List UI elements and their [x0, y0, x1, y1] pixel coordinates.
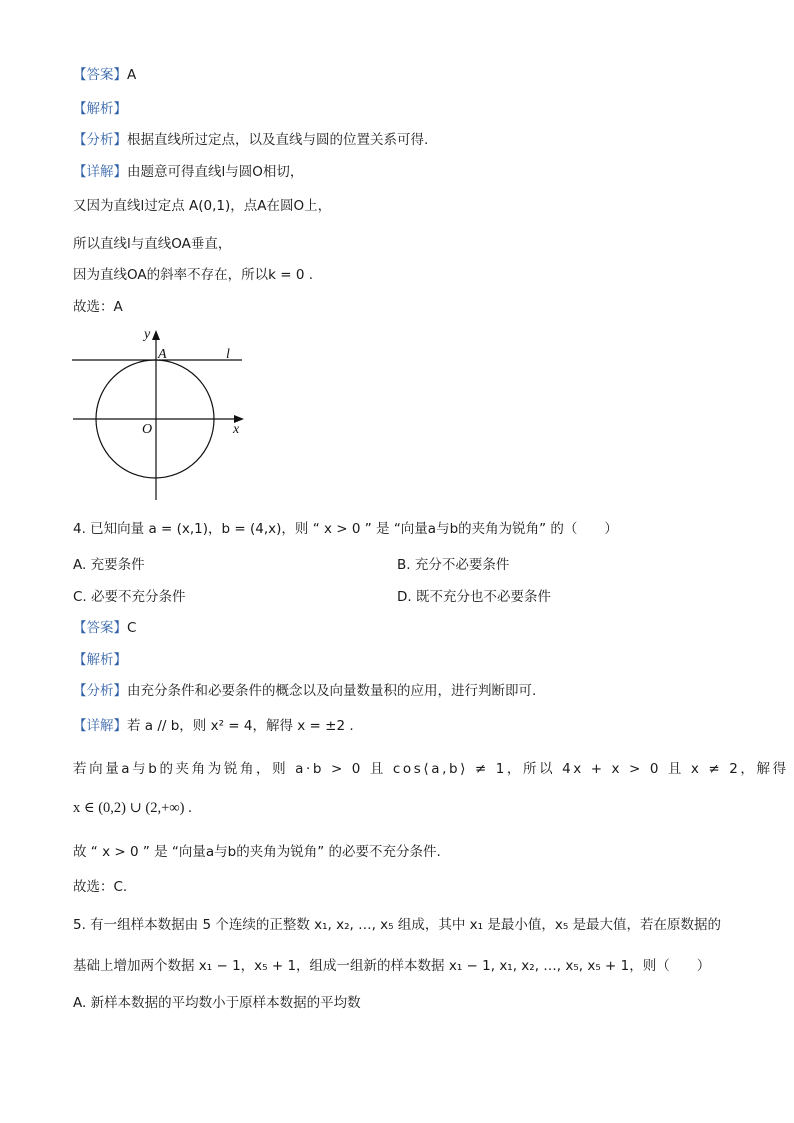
answer-tag: 【答案】 [73, 67, 127, 83]
solution-line: 若向量a与b的夹角为锐角，则 a·b > 0 且 cos⟨a,b⟩ ≠ 1，所以 4x + x > 0 且 x ≠ 2，解得 [73, 761, 789, 777]
choose-line: 故选：A [73, 299, 123, 315]
label-y: y [144, 327, 151, 342]
circle-tangent-figure [70, 322, 250, 504]
solution-line: 又因为直线l过定点 A(0,1)，点A在圆O上， [73, 198, 332, 214]
answer-tag: 【答案】 [73, 620, 127, 636]
label-a: A [158, 347, 167, 362]
y-axis-arrow [152, 330, 160, 340]
label-l: l [226, 347, 230, 362]
answer-value: A [127, 67, 137, 83]
detail-tag: 【详解】 [73, 718, 127, 734]
detail-text: 由题意可得直线l与圆O相切， [127, 164, 304, 180]
detail-tag: 【详解】 [73, 164, 127, 180]
answer-line-q4 [73, 619, 136, 637]
option-c: C. 必要不充分条件 [73, 589, 186, 605]
option-a: A. 新样本数据的平均数小于原样本数据的平均数 [73, 995, 361, 1011]
question-4-stem: 4. 已知向量 a = (x,1)，b = (4,x)，则 “ x > 0 ” 是 “向量a与b的夹角为锐角” 的（ ） [73, 521, 618, 537]
option-b: B. 充分不必要条件 [397, 557, 510, 573]
label-o: O [142, 422, 153, 437]
option-a: A. 充要条件 [73, 557, 145, 573]
fenxi-tag: 【分析】 [73, 683, 127, 699]
detail-line-q4 [73, 717, 354, 735]
analysis-tag: 【解析】 [73, 652, 127, 668]
answer-line-q3 [73, 66, 136, 84]
fenxi-text: 由充分条件和必要条件的概念以及向量数量积的应用，进行判断即可. [127, 683, 537, 699]
solution-line: 故 “ x > 0 ” 是 “向量a与b的夹角为锐角” 的必要不充分条件. [73, 844, 441, 860]
fenxi-tag: 【分析】 [73, 132, 127, 148]
solution-line: 因为直线OA的斜率不存在，所以k = 0 . [73, 267, 314, 283]
option-d: D. 既不充分也不必要条件 [397, 589, 551, 605]
fenxi-text: 根据直线所过定点，以及直线与圆的位置关系可得. [127, 132, 429, 148]
detail-line-q3 [73, 163, 303, 181]
answer-value: C [127, 620, 137, 636]
solution-line: x ∈ (0,2) ∪ (2,+∞) . [73, 800, 192, 816]
choose-line: 故选：C. [73, 879, 128, 895]
detail-text: 若 a // b，则 x² = 4，解得 x = ±2 . [127, 718, 354, 734]
fenxi-line-q3 [73, 131, 428, 149]
label-x: x [233, 422, 240, 437]
analysis-tag: 【解析】 [73, 101, 127, 117]
solution-line: 所以直线l与直线OA垂直， [73, 236, 232, 252]
question-5-stem: 基础上增加两个数据 x₁ − 1，x₅ + 1，组成一组新的样本数据 x₁ − 1, x₁, x₂, …, x₅, x₅ + 1，则（ ） [73, 958, 711, 974]
fenxi-line-q4 [73, 682, 536, 700]
question-5-stem: 5. 有一组样本数据由 5 个连续的正整数 x₁, x₂, …, x₅ 组成，其中 x₁ 是最小值，x₅ 是最大值，若在原数据的 [73, 917, 722, 933]
